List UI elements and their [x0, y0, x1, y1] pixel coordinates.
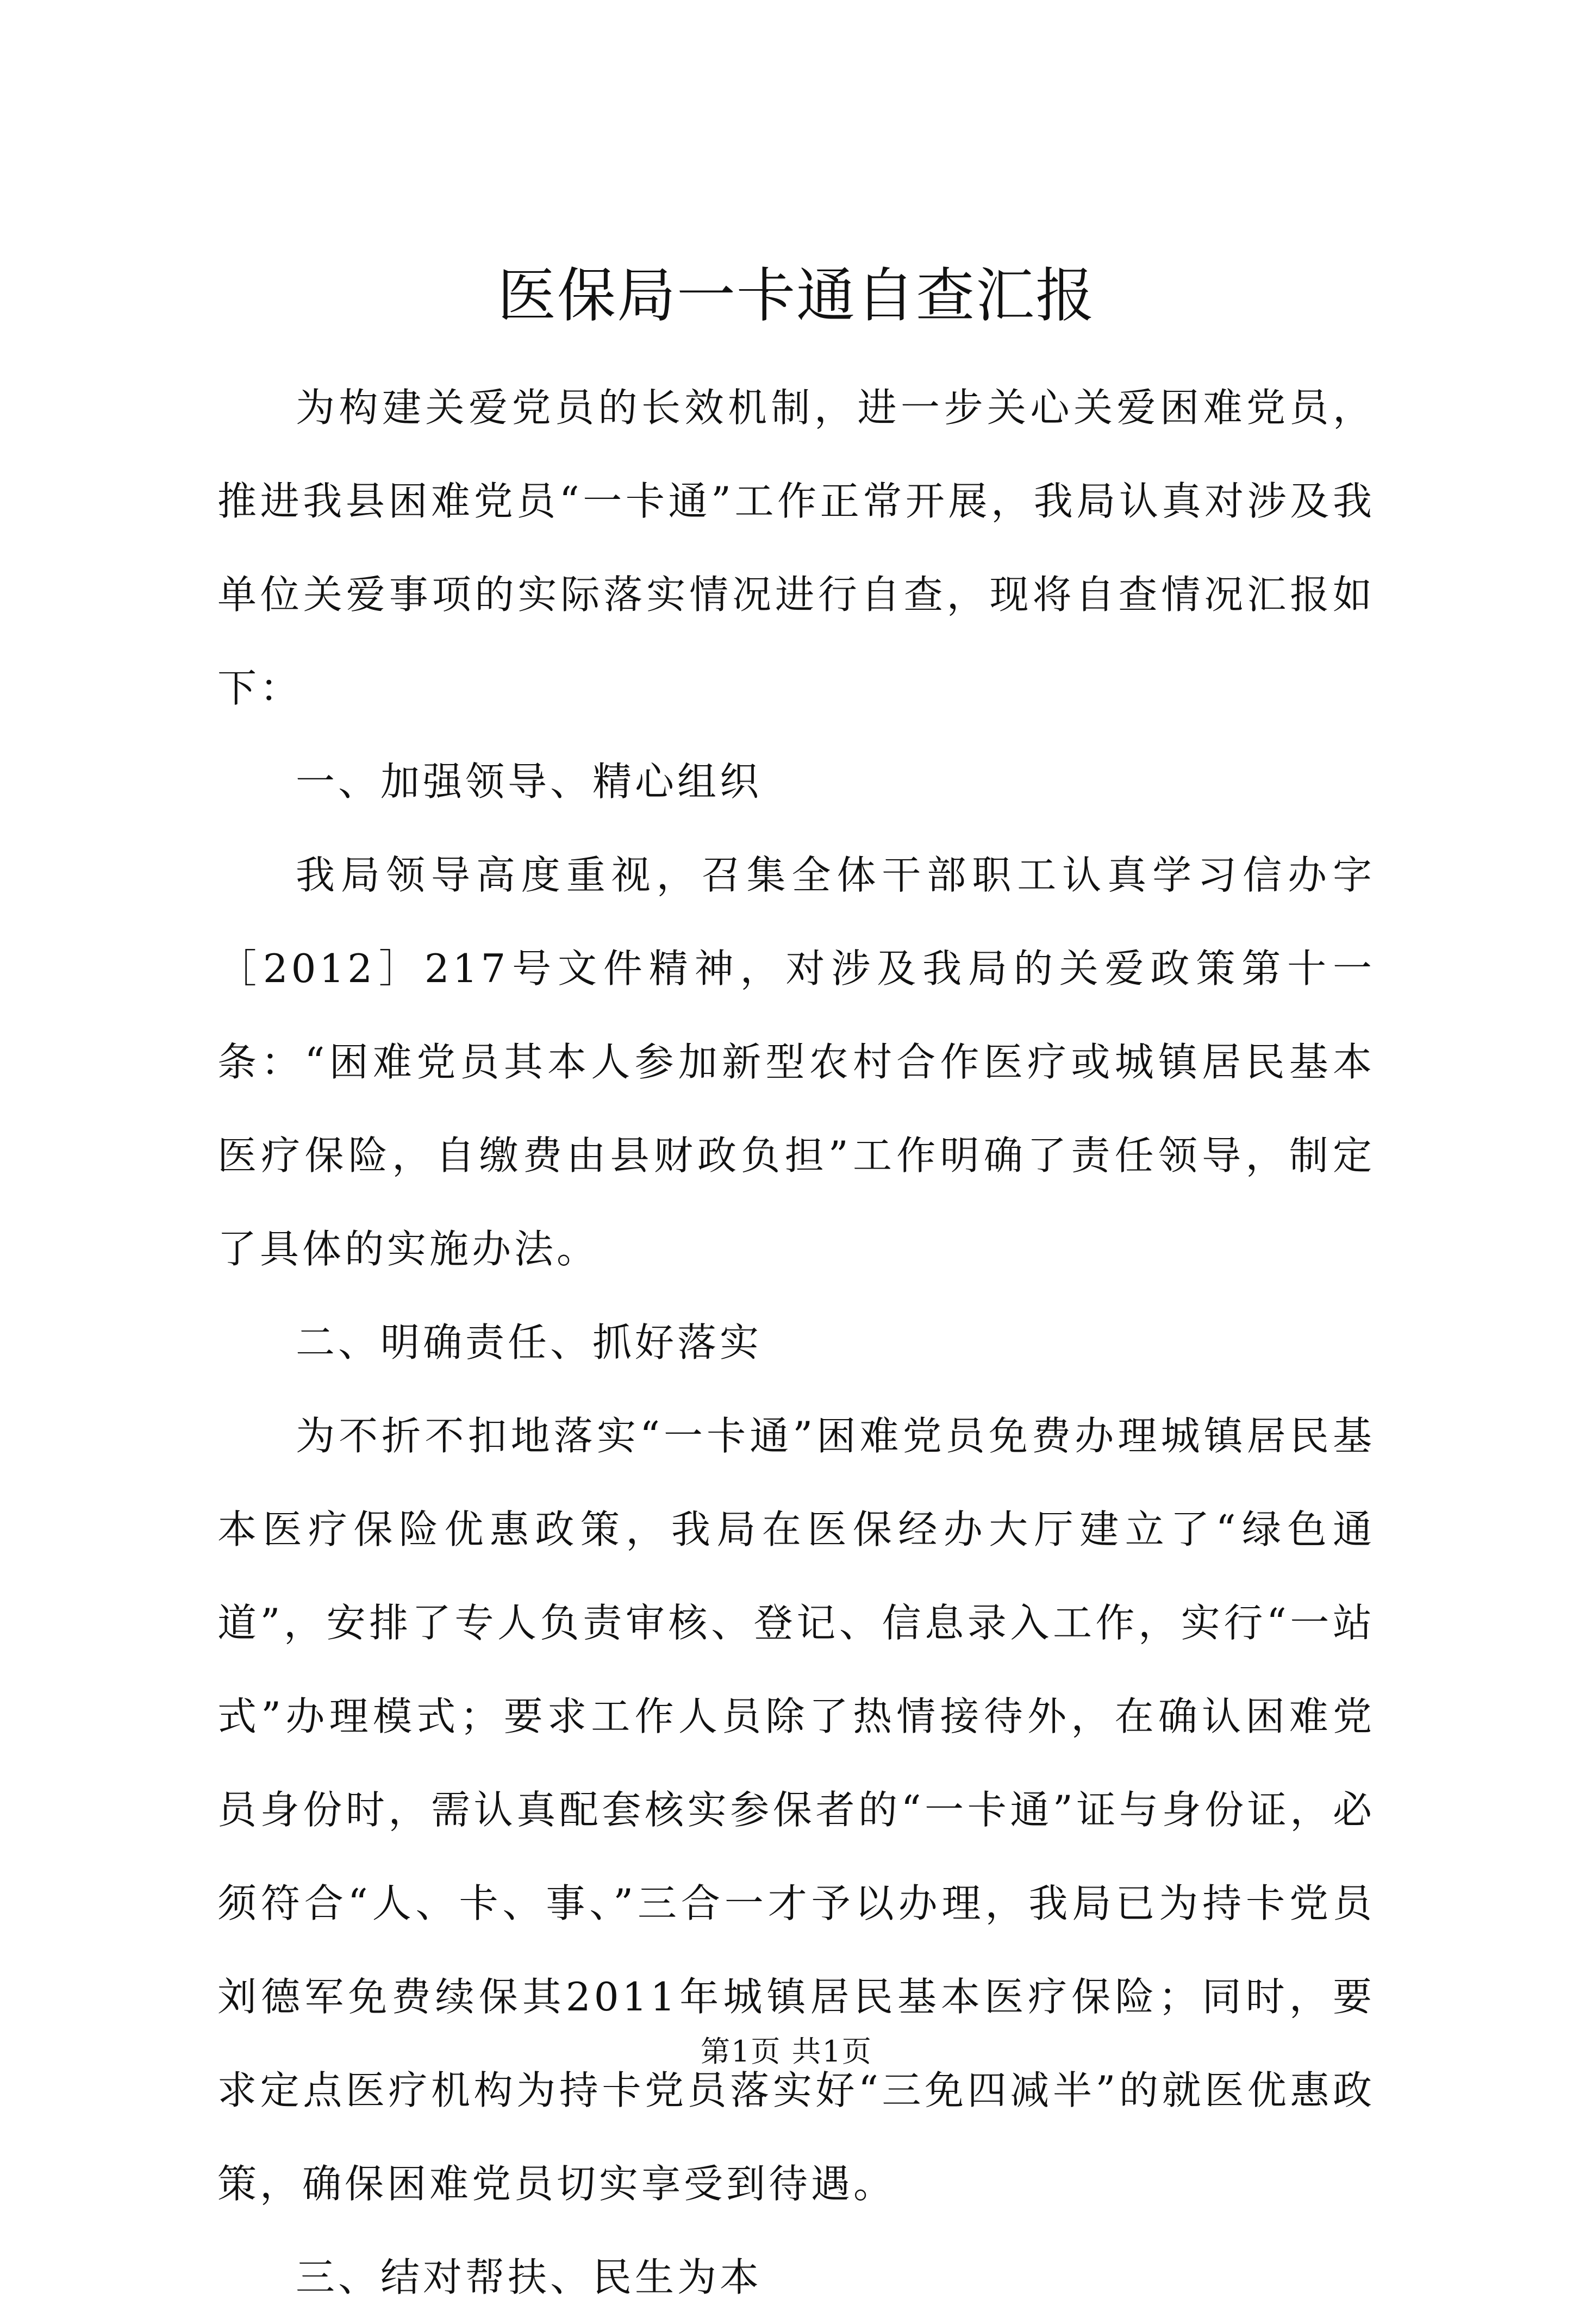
document-title: 医保局一卡通自查汇报 — [497, 262, 1095, 330]
section-1-paragraph: 我局领导高度重视，召集全体干部职工认真学习信办字［2012］217号文件精神，对涉及我局的关爱政策第十一条：“困难党员其本人参加新型农村合作医疗或城镇居民基本医疗保险，自缴费由县财政负担”工作明确了责任领导，制定了具体的实施办法。 — [217, 852, 1375, 1272]
page-footer: 第1页 共1页 — [701, 2034, 872, 2069]
section-2-heading: 二、明确责任、抓好落实 — [296, 1320, 763, 1365]
section-1-heading: 一、加强领导、精心组织 — [296, 759, 763, 804]
section-2-paragraph: 为不折不扣地落实“一卡通”困难党员免费办理城镇居民基本医疗保险优惠政策，我局在医保经办大厅建立了“绿色通道”，安排了专人负责审核、登记、信息录入工作，实行“一站式”办理模式；要求工作人员除了热情接待外，在确认困难党员身份时，需认真配套核实参保者的“一卡通”证与身份证，必须符合“人、卡、事、”三合一才予以办理，我局已为持卡党员刘德军免费续保其2011年城镇居民基本医疗保险；同时，要求定点医疗机构为持卡党员落实好“三免四减半”的就医优惠政策，确保困难党员切实享受到待遇。 — [217, 1413, 1375, 2207]
section-3-heading: 三、结对帮扶、民生为本 — [296, 2254, 763, 2300]
intro-paragraph: 为构建关爱党员的长效机制，进一步关心关爱困难党员，推进我县困难党员“一卡通”工作正常开展，我局认真对涉及我单位关爱事项的实际落实情况进行自查，现将自查情况汇报如下： — [217, 385, 1375, 711]
document-body — [217, 255, 1375, 2324]
